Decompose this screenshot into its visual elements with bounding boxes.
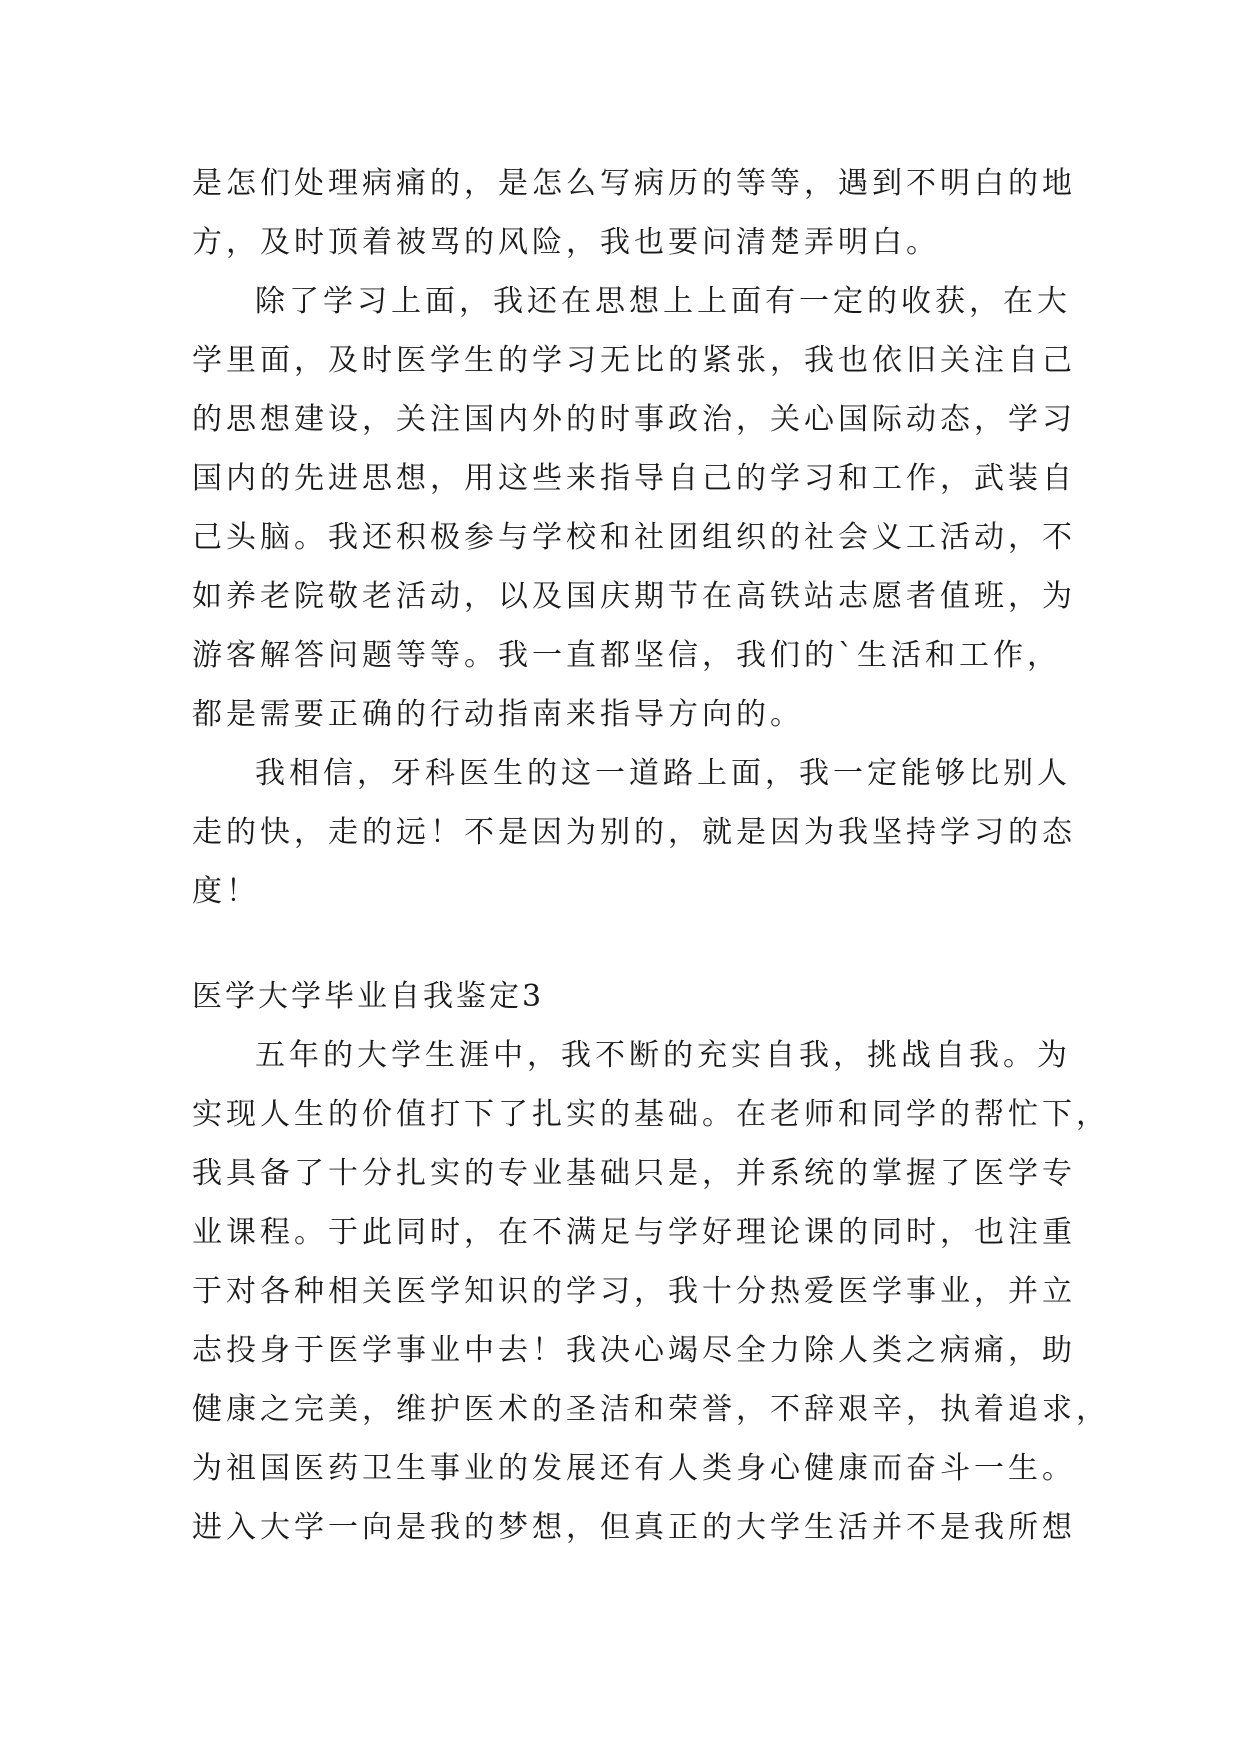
paragraph-4-line-7: 健康之完美，维护医术的圣洁和荣誉，不辞艰辛，执着追求，	[192, 1392, 1110, 1427]
paragraph-2-line-7: 游客解答问题等等。我一直都坚信，我们的`生活和工作，	[192, 638, 1061, 673]
paragraph-4-line-9: 进入大学一向是我的梦想，但真正的大学生活并不是我所想	[192, 1510, 1076, 1545]
paragraph-4-line-2: 实现人生的价值打下了扎实的基础。在老师和同学的帮忙下，	[192, 1097, 1110, 1132]
paragraph-4-line-1: 五年的大学生涯中，我不断的充实自我，挑战自我。为	[255, 1038, 1071, 1073]
paragraph-2-line-5: 己头脑。我还积极参与学校和社团组织的社会义工活动，不	[192, 520, 1076, 555]
paragraph-3-line-2: 走的快，走的远！不是因为别的，就是因为我坚持学习的态	[192, 815, 1076, 850]
paragraph-1-line-2: 方，及时顶着被骂的风险，我也要问清楚弄明白。	[192, 225, 940, 260]
paragraph-4-line-4: 业课程。于此同时，在不满足与学好理论课的同时，也注重	[192, 1215, 1076, 1250]
paragraph-2-line-8: 都是需要正确的行动指南来指导方向的。	[192, 697, 804, 732]
paragraph-4-line-8: 为祖国医药卫生事业的发展还有人类身心健康而奋斗一生。	[192, 1451, 1076, 1486]
section-heading: 医学大学毕业自我鉴定3	[192, 979, 545, 1014]
paragraph-1-line-1: 是怎们处理病痛的，是怎么写病历的等等，遇到不明白的地	[192, 166, 1076, 201]
paragraph-4-line-5: 于对各种相关医学知识的学习，我十分热爱医学事业，并立	[192, 1274, 1076, 1309]
paragraph-4-line-3: 我具备了十分扎实的专业基础只是，并系统的掌握了医学专	[192, 1156, 1076, 1191]
paragraph-2-line-6: 如养老院敬老活动，以及国庆期节在高铁站志愿者值班，为	[192, 579, 1076, 614]
paragraph-3-line-1: 我相信，牙科医生的这一道路上面，我一定能够比别人	[255, 756, 1071, 791]
paragraph-3-line-3: 度！	[192, 874, 260, 909]
paragraph-2-line-2: 学里面，及时医学生的学习无比的紧张，我也依旧关注自己	[192, 343, 1076, 378]
paragraph-2-line-1: 除了学习上面，我还在思想上上面有一定的收获，在大	[255, 284, 1071, 319]
paragraph-2-line-4: 国内的先进思想，用这些来指导自己的学习和工作，武装自	[192, 461, 1076, 496]
paragraph-2-line-3: 的思想建设，关注国内外的时事政治，关心国际动态，学习	[192, 402, 1076, 437]
paragraph-4-line-6: 志投身于医学事业中去！我决心竭尽全力除人类之病痛，助	[192, 1333, 1076, 1368]
